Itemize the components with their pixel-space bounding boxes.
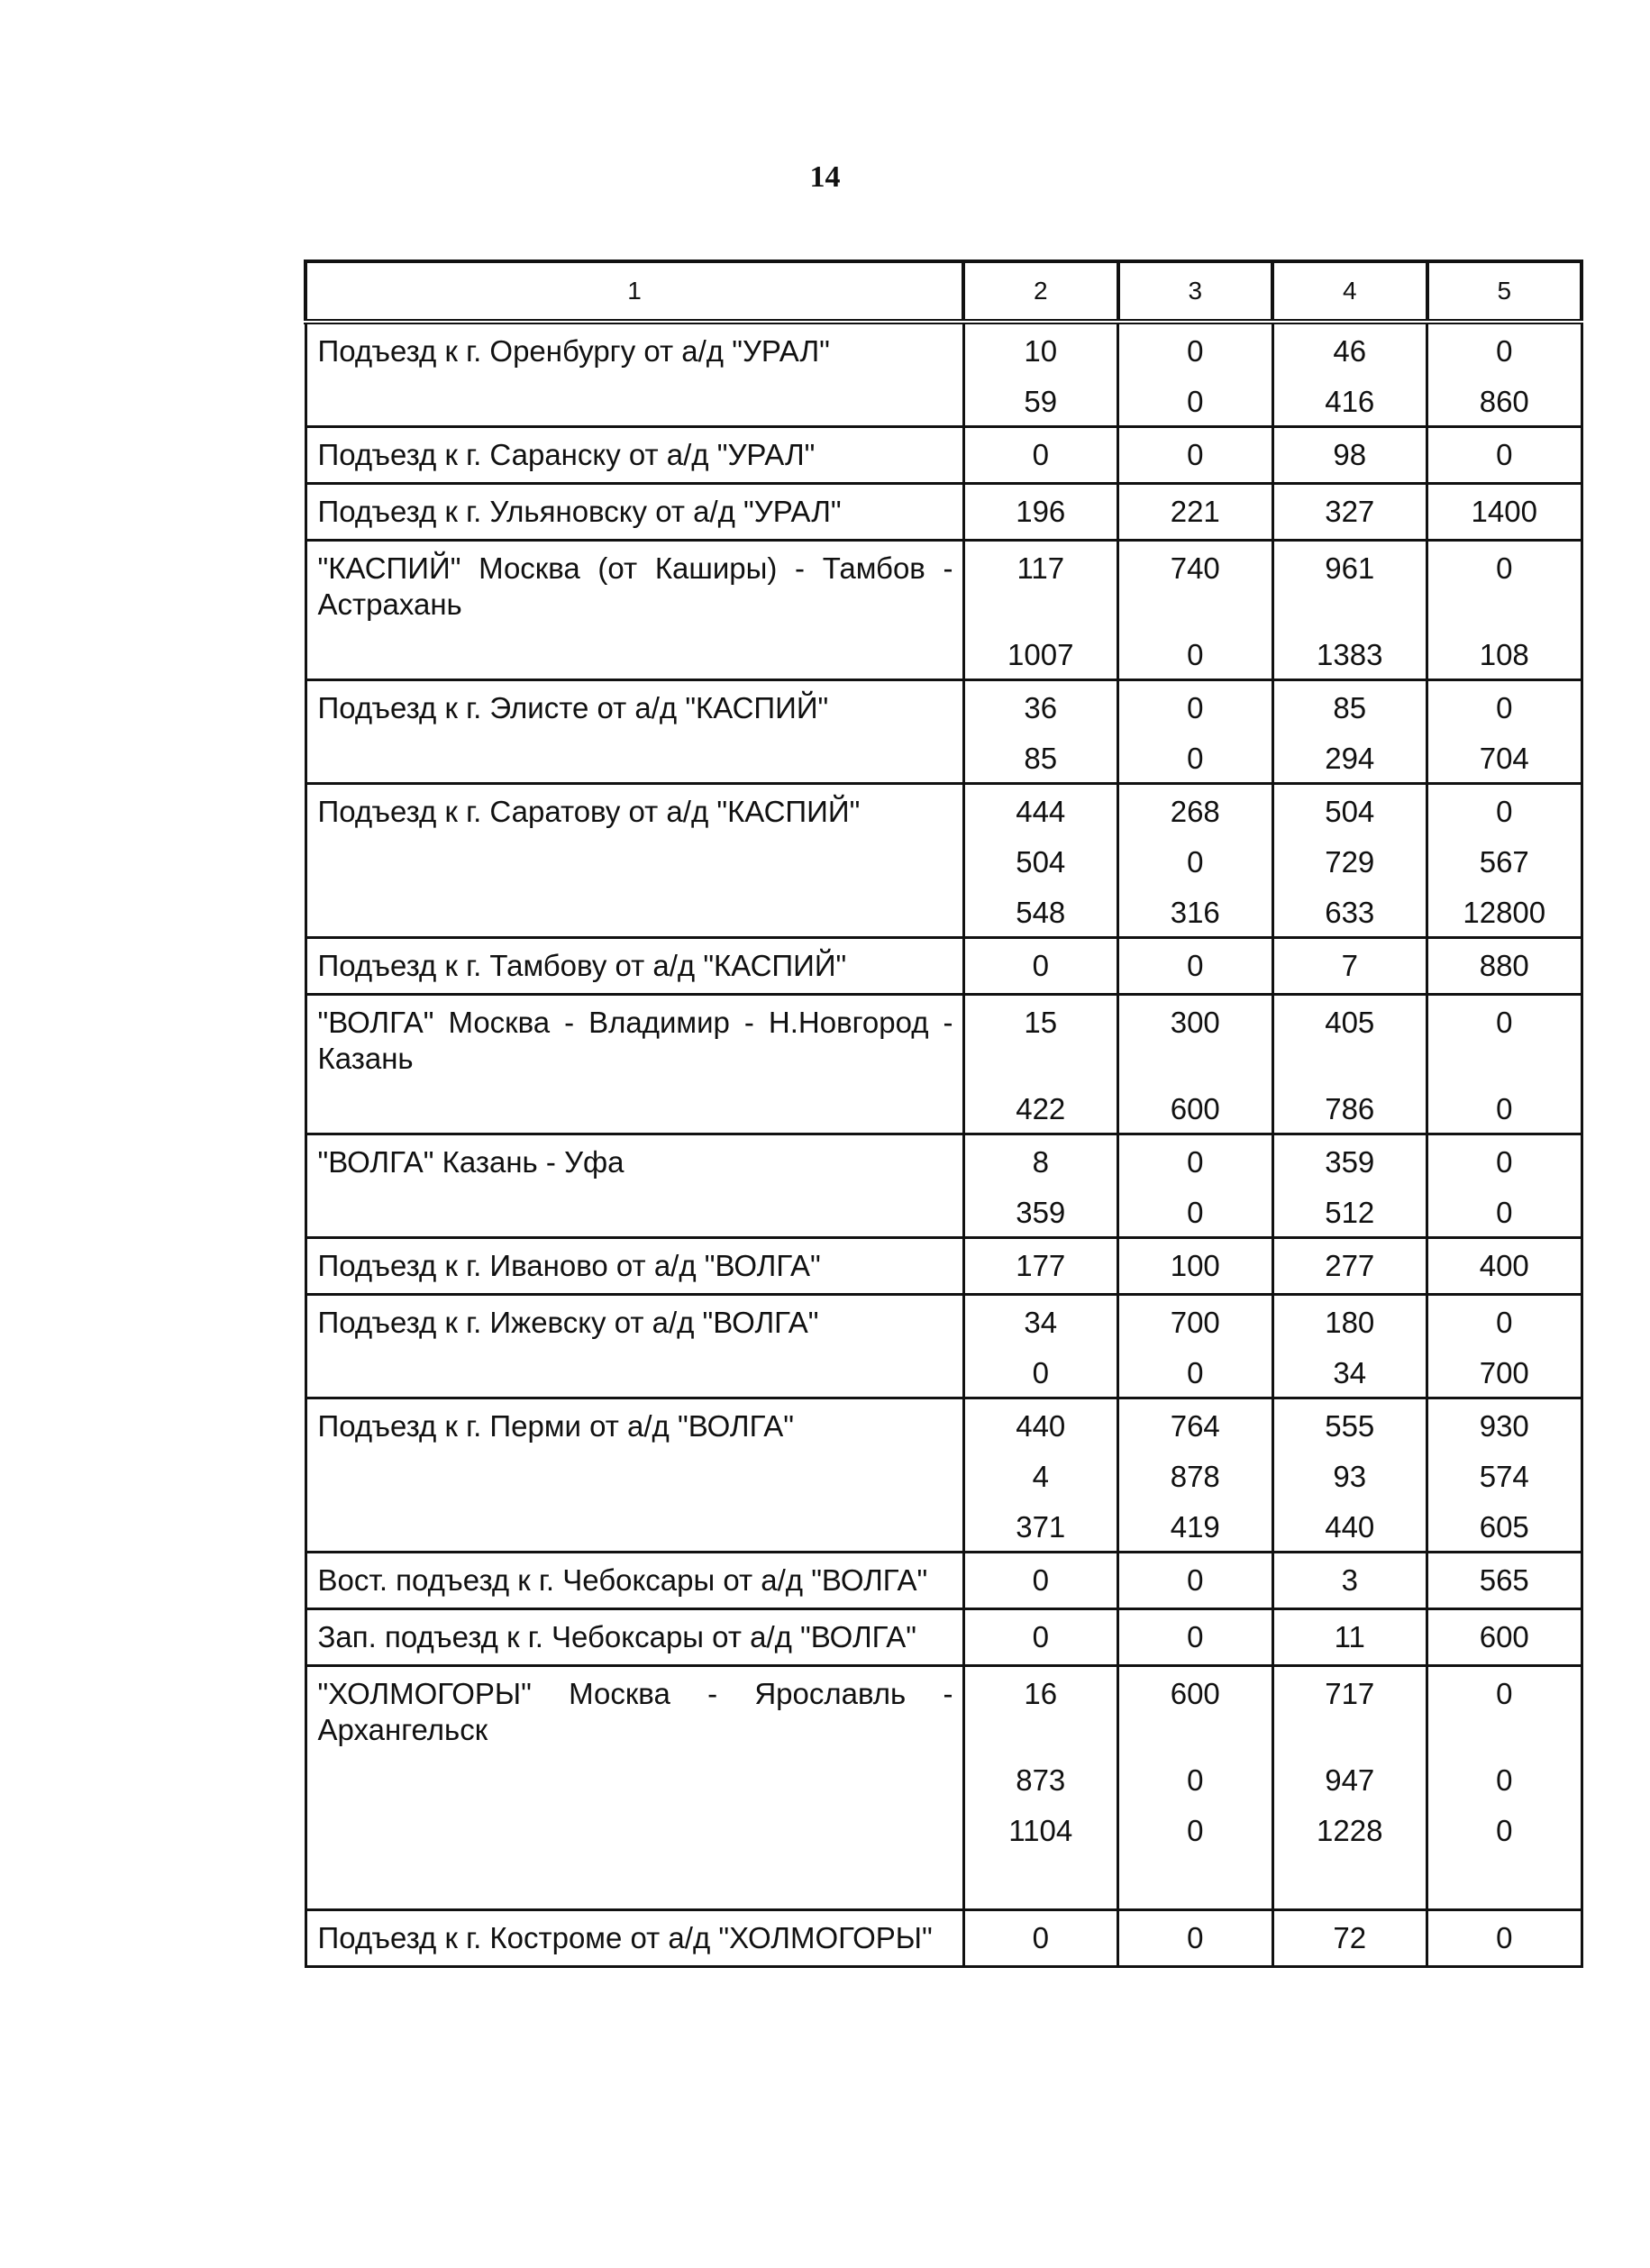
table-row xyxy=(305,1134,1582,1238)
value-cell-col-4 xyxy=(1272,484,1427,541)
cell-value: 419 xyxy=(1170,1510,1220,1544)
table-row xyxy=(305,1609,1582,1666)
cell-value: 440 xyxy=(1016,1409,1066,1443)
cell-value: 444 xyxy=(1016,795,1066,828)
cell-value: 0 xyxy=(1187,845,1204,879)
road-name-cell: Подъезд к г. Саратову от а/д "КАСПИЙ" xyxy=(305,784,963,938)
value-cell-col-3 xyxy=(1118,541,1273,680)
value-cell-col-4 xyxy=(1272,1666,1427,1910)
cell-value: 740 xyxy=(1170,551,1220,585)
table-row xyxy=(305,1238,1582,1295)
table-row xyxy=(305,1666,1582,1910)
cell-value: 600 xyxy=(1170,1677,1220,1710)
value-cell-col-5 xyxy=(1427,541,1582,680)
cell-value: 0 xyxy=(1032,1620,1049,1653)
cell-value: 0 xyxy=(1496,1814,1513,1847)
value-cell-col-5 xyxy=(1427,1295,1582,1398)
cell-value: 0 xyxy=(1187,1763,1204,1797)
cell-value: 0 xyxy=(1187,1563,1204,1597)
road-name-cell: "ВОЛГА" Казань - Уфа xyxy=(305,1134,963,1238)
road-name-cell: Подъезд к г. Костроме от а/д "ХОЛМОГОРЫ" xyxy=(305,1910,963,1967)
page-number: 14 xyxy=(809,160,841,194)
table-header-row xyxy=(305,261,1582,322)
cell-value: 555 xyxy=(1325,1409,1375,1443)
cell-value: 0 xyxy=(1496,438,1513,471)
value-cell-col-5 xyxy=(1427,938,1582,995)
cell-value: 504 xyxy=(1325,795,1375,828)
value-cell-col-3 xyxy=(1118,322,1273,427)
road-name-cell: Подъезд к г. Саранску от а/д "УРАЛ" xyxy=(305,427,963,484)
value-cell-col-3 xyxy=(1118,1398,1273,1553)
cell-value: 359 xyxy=(1016,1196,1066,1229)
cell-value: 117 xyxy=(1016,551,1065,585)
road-data-table xyxy=(304,260,1583,1968)
cell-value: 504 xyxy=(1016,845,1066,879)
value-cell-col-2 xyxy=(963,1553,1118,1609)
road-name-cell: Подъезд к г. Ижевску от а/д "ВОЛГА" xyxy=(305,1295,963,1398)
table-row xyxy=(305,427,1582,484)
value-cell-col-3 xyxy=(1118,1553,1273,1609)
value-cell-col-3 xyxy=(1118,938,1273,995)
cell-value: 0 xyxy=(1032,1921,1049,1954)
cell-value: 860 xyxy=(1479,385,1529,418)
table-row xyxy=(305,680,1582,784)
table-row xyxy=(305,484,1582,541)
value-cell-col-5 xyxy=(1427,1553,1582,1609)
cell-value: 300 xyxy=(1170,1006,1220,1039)
cell-value: 12800 xyxy=(1463,896,1546,929)
cell-value: 294 xyxy=(1325,742,1375,775)
cell-value: 1104 xyxy=(1008,1814,1073,1847)
cell-value: 1228 xyxy=(1317,1814,1383,1847)
cell-value: 0 xyxy=(1496,1196,1513,1229)
value-cell-col-5 xyxy=(1427,995,1582,1134)
cell-value: 1400 xyxy=(1471,495,1537,528)
table-row xyxy=(305,995,1582,1134)
value-cell-col-3 xyxy=(1118,1666,1273,1910)
cell-value: 4 xyxy=(1032,1460,1049,1493)
value-cell-col-5 xyxy=(1427,1910,1582,1967)
value-cell-col-2 xyxy=(963,1134,1118,1238)
cell-value: 567 xyxy=(1479,845,1529,879)
cell-value: 786 xyxy=(1325,1092,1375,1125)
cell-value: 0 xyxy=(1187,1145,1204,1179)
cell-value: 416 xyxy=(1325,385,1375,418)
cell-value: 0 xyxy=(1032,1563,1049,1597)
value-cell-col-3 xyxy=(1118,484,1273,541)
value-cell-col-4 xyxy=(1272,938,1427,995)
table-row xyxy=(305,1398,1582,1553)
cell-value: 717 xyxy=(1325,1677,1375,1710)
cell-value: 633 xyxy=(1325,896,1375,929)
cell-value: 947 xyxy=(1325,1763,1375,1797)
cell-value: 108 xyxy=(1479,638,1529,671)
cell-value: 3 xyxy=(1341,1563,1358,1597)
value-cell-col-2 xyxy=(963,784,1118,938)
value-cell-col-5 xyxy=(1427,1609,1582,1666)
cell-value: 512 xyxy=(1325,1196,1375,1229)
value-cell-col-3 xyxy=(1118,995,1273,1134)
cell-value: 11 xyxy=(1334,1620,1365,1653)
cell-value: 0 xyxy=(1187,1620,1204,1653)
table-row xyxy=(305,1910,1582,1967)
value-cell-col-2 xyxy=(963,1666,1118,1910)
value-cell-col-3 xyxy=(1118,1238,1273,1295)
value-cell-col-3 xyxy=(1118,1134,1273,1238)
value-cell-col-4 xyxy=(1272,1553,1427,1609)
cell-value: 180 xyxy=(1325,1306,1375,1339)
cell-value: 7 xyxy=(1341,949,1358,982)
cell-value: 764 xyxy=(1170,1409,1220,1443)
road-name-cell: Подъезд к г. Оренбургу от а/д "УРАЛ" xyxy=(305,322,963,427)
cell-value: 0 xyxy=(1496,1145,1513,1179)
cell-value: 85 xyxy=(1024,742,1058,775)
cell-value: 1007 xyxy=(1007,638,1074,671)
cell-value: 59 xyxy=(1024,385,1058,418)
value-cell-col-3 xyxy=(1118,784,1273,938)
value-cell-col-4 xyxy=(1272,1295,1427,1398)
road-name-cell: "ХОЛМОГОРЫ" Москва - Ярославль - Архангельск xyxy=(305,1666,963,1910)
cell-value: 16 xyxy=(1024,1677,1058,1710)
cell-value: 36 xyxy=(1024,691,1058,724)
value-cell-col-2 xyxy=(963,938,1118,995)
cell-value: 371 xyxy=(1016,1510,1066,1544)
road-name-cell: Подъезд к г. Тамбову от а/д "КАСПИЙ" xyxy=(305,938,963,995)
value-cell-col-4 xyxy=(1272,541,1427,680)
table-row xyxy=(305,784,1582,938)
cell-value: 268 xyxy=(1170,795,1220,828)
cell-value: 0 xyxy=(1496,1006,1513,1039)
cell-value: 15 xyxy=(1024,1006,1058,1039)
cell-value: 0 xyxy=(1187,385,1204,418)
cell-value: 85 xyxy=(1333,691,1367,724)
cell-value: 1383 xyxy=(1317,638,1383,671)
cell-value: 0 xyxy=(1496,1306,1513,1339)
cell-value: 0 xyxy=(1187,334,1204,368)
cell-value: 0 xyxy=(1496,1092,1513,1125)
value-cell-col-4 xyxy=(1272,995,1427,1134)
road-name-cell: "ВОЛГА" Москва - Владимир - Н.Новгород - Казань xyxy=(305,995,963,1134)
cell-value: 0 xyxy=(1496,1921,1513,1954)
value-cell-col-2 xyxy=(963,322,1118,427)
cell-value: 0 xyxy=(1187,691,1204,724)
cell-value: 221 xyxy=(1170,495,1220,528)
cell-value: 961 xyxy=(1325,551,1375,585)
value-cell-col-4 xyxy=(1272,322,1427,427)
value-cell-col-5 xyxy=(1427,680,1582,784)
value-cell-col-2 xyxy=(963,995,1118,1134)
cell-value: 359 xyxy=(1325,1145,1375,1179)
cell-value: 0 xyxy=(1496,795,1513,828)
value-cell-col-4 xyxy=(1272,680,1427,784)
header-cell-5: 5 xyxy=(1427,261,1582,322)
cell-value: 34 xyxy=(1024,1306,1058,1339)
cell-value: 400 xyxy=(1479,1249,1529,1282)
value-cell-col-2 xyxy=(963,1398,1118,1553)
header-cell-3: 3 xyxy=(1118,261,1273,322)
cell-value: 46 xyxy=(1333,334,1367,368)
table-row xyxy=(305,1295,1582,1398)
cell-value: 548 xyxy=(1016,896,1066,929)
cell-value: 0 xyxy=(1496,334,1513,368)
value-cell-col-3 xyxy=(1118,427,1273,484)
value-cell-col-2 xyxy=(963,541,1118,680)
table-row xyxy=(305,322,1582,427)
header-cell-2: 2 xyxy=(963,261,1118,322)
cell-value: 0 xyxy=(1187,1356,1204,1389)
header-cell-4: 4 xyxy=(1272,261,1427,322)
value-cell-col-3 xyxy=(1118,1910,1273,1967)
cell-value: 729 xyxy=(1325,845,1375,879)
value-cell-col-2 xyxy=(963,484,1118,541)
value-cell-col-5 xyxy=(1427,322,1582,427)
table-row xyxy=(305,938,1582,995)
cell-value: 878 xyxy=(1170,1460,1220,1493)
value-cell-col-5 xyxy=(1427,784,1582,938)
cell-value: 100 xyxy=(1170,1249,1220,1282)
cell-value: 177 xyxy=(1016,1249,1066,1282)
cell-value: 0 xyxy=(1496,691,1513,724)
cell-value: 873 xyxy=(1016,1763,1066,1797)
value-cell-col-2 xyxy=(963,1609,1118,1666)
road-name-cell: Подъезд к г. Иваново от а/д "ВОЛГА" xyxy=(305,1238,963,1295)
value-cell-col-2 xyxy=(963,1238,1118,1295)
cell-value: 98 xyxy=(1333,438,1367,471)
cell-value: 704 xyxy=(1479,742,1529,775)
cell-value: 0 xyxy=(1187,1814,1204,1847)
cell-value: 0 xyxy=(1187,949,1204,982)
table-body xyxy=(305,322,1582,1967)
road-name-cell: Зап. подъезд к г. Чебоксары от а/д "ВОЛГА" xyxy=(305,1609,963,1666)
value-cell-col-5 xyxy=(1427,1134,1582,1238)
cell-value: 8 xyxy=(1032,1145,1049,1179)
cell-value: 0 xyxy=(1187,438,1204,471)
road-name-cell: "КАСПИЙ" Москва (от Каширы) - Тамбов - Астрахань xyxy=(305,541,963,680)
cell-value: 565 xyxy=(1479,1563,1529,1597)
cell-value: 700 xyxy=(1479,1356,1529,1389)
value-cell-col-5 xyxy=(1427,1398,1582,1553)
cell-value: 0 xyxy=(1187,1196,1204,1229)
cell-value: 880 xyxy=(1479,949,1529,982)
cell-value: 600 xyxy=(1479,1620,1529,1653)
value-cell-col-4 xyxy=(1272,427,1427,484)
value-cell-col-3 xyxy=(1118,1609,1273,1666)
cell-value: 0 xyxy=(1187,1921,1204,1954)
cell-value: 0 xyxy=(1187,742,1204,775)
value-cell-col-2 xyxy=(963,427,1118,484)
cell-value: 0 xyxy=(1032,949,1049,982)
value-cell-col-4 xyxy=(1272,1398,1427,1553)
value-cell-col-2 xyxy=(963,680,1118,784)
value-cell-col-5 xyxy=(1427,484,1582,541)
header-cell-1: 1 xyxy=(305,261,963,322)
value-cell-col-3 xyxy=(1118,680,1273,784)
cell-value: 600 xyxy=(1170,1092,1220,1125)
cell-value: 277 xyxy=(1325,1249,1375,1282)
cell-value: 0 xyxy=(1496,551,1513,585)
value-cell-col-4 xyxy=(1272,784,1427,938)
value-cell-col-4 xyxy=(1272,1134,1427,1238)
cell-value: 196 xyxy=(1016,495,1066,528)
cell-value: 930 xyxy=(1479,1409,1529,1443)
value-cell-col-5 xyxy=(1427,427,1582,484)
table-row xyxy=(305,541,1582,680)
cell-value: 327 xyxy=(1325,495,1375,528)
value-cell-col-4 xyxy=(1272,1609,1427,1666)
cell-value: 0 xyxy=(1032,438,1049,471)
road-name-cell: Вост. подъезд к г. Чебоксары от а/д "ВОЛГА" xyxy=(305,1553,963,1609)
road-name-cell: Подъезд к г. Ульяновску от а/д "УРАЛ" xyxy=(305,484,963,541)
cell-value: 574 xyxy=(1479,1460,1529,1493)
value-cell-col-4 xyxy=(1272,1910,1427,1967)
cell-value: 34 xyxy=(1333,1356,1367,1389)
cell-value: 316 xyxy=(1170,896,1220,929)
value-cell-col-4 xyxy=(1272,1238,1427,1295)
cell-value: 0 xyxy=(1496,1763,1513,1797)
cell-value: 605 xyxy=(1479,1510,1529,1544)
cell-value: 0 xyxy=(1496,1677,1513,1710)
value-cell-col-3 xyxy=(1118,1295,1273,1398)
cell-value: 10 xyxy=(1024,334,1058,368)
cell-value: 0 xyxy=(1032,1356,1049,1389)
road-name-cell: Подъезд к г. Перми от а/д "ВОЛГА" xyxy=(305,1398,963,1553)
cell-value: 440 xyxy=(1325,1510,1375,1544)
cell-value: 72 xyxy=(1333,1921,1367,1954)
cell-value: 422 xyxy=(1016,1092,1066,1125)
value-cell-col-2 xyxy=(963,1910,1118,1967)
cell-value: 405 xyxy=(1325,1006,1375,1039)
road-name-cell: Подъезд к г. Элисте от а/д "КАСПИЙ" xyxy=(305,680,963,784)
value-cell-col-5 xyxy=(1427,1238,1582,1295)
value-cell-col-5 xyxy=(1427,1666,1582,1910)
cell-value: 0 xyxy=(1187,638,1204,671)
cell-value: 700 xyxy=(1170,1306,1220,1339)
value-cell-col-2 xyxy=(963,1295,1118,1398)
cell-value: 93 xyxy=(1333,1460,1367,1493)
table-row xyxy=(305,1553,1582,1609)
